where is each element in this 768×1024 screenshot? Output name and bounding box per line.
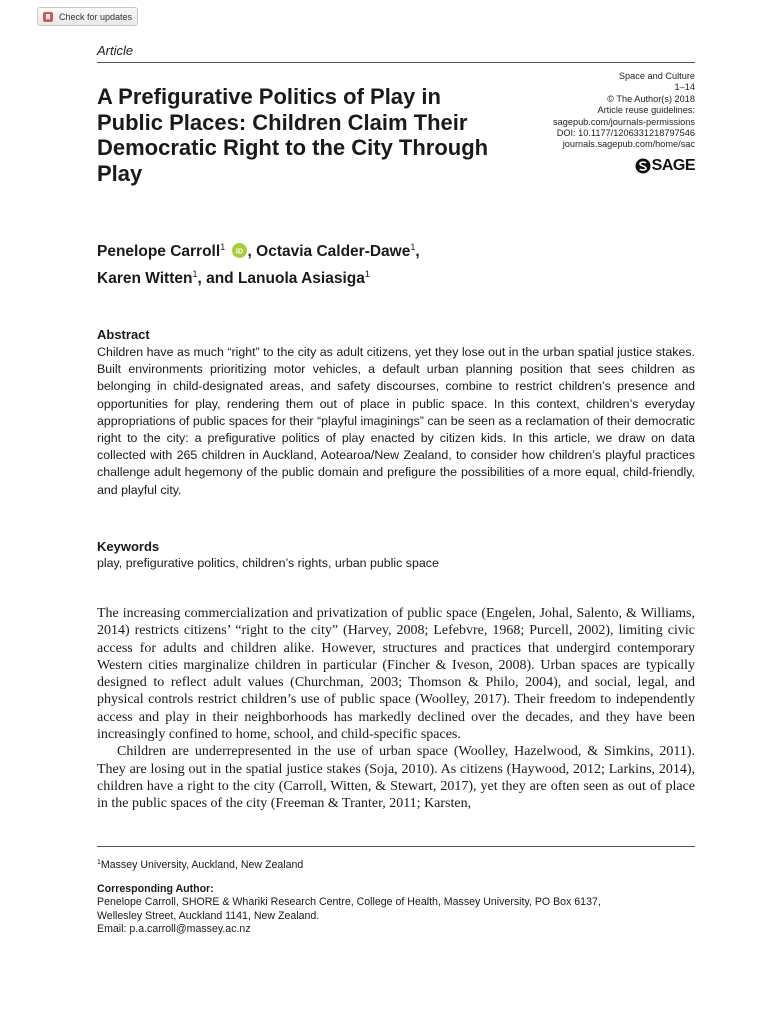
author-affiliation-sup: 1	[410, 242, 416, 252]
abstract-text: Children have as much “right” to the city as adult citizens, yet they lose out in the urban spatial justice stakes. Built environments prioritizing motor vehicles, a default urban planning position that sees children as belonging in child-designated areas, and safety discourses, combine to restrict children’s presence and opportunities for play, rendering them out of place in public space. In this context, children’s everyday appropriations of public spaces for their “playful imaginings” can be seen as a reclamation of their democratic right to the city: a prefigurative politics of play enacted by citizen kids. In this article, we draw on data collected with 265 children in Auckland, Aotearoa/New Zealand, to consider how children’s playful practices challenge adult hegemony of the public domain and prefigure the possibilities of a more equal, child-friendly, and playful city.	[97, 345, 695, 497]
author-name: Lanuola Asiasiga	[237, 270, 365, 287]
corresponding-email[interactable]: Email: p.a.carroll@massey.ac.nz	[97, 923, 251, 936]
corresponding-address-line: Penelope Carroll, SHORE & Whariki Research Centre, College of Health, Massey University, PO Box 6137,	[97, 896, 601, 909]
author-separator: ,	[247, 243, 257, 260]
permissions-link[interactable]: sagepub.com/journals-permissions	[553, 116, 695, 127]
sage-logo	[635, 157, 695, 175]
orcid-icon[interactable]	[232, 243, 247, 258]
article-title: A Prefigurative Politics of Play in Public Places: Children Claim Their Democratic Right to the City Through Play	[97, 84, 489, 186]
author-name: Karen Witten	[97, 270, 193, 287]
check-for-updates-button[interactable]	[37, 7, 138, 26]
doi-link[interactable]: DOI: 10.1177/1206331218797546	[556, 128, 695, 139]
author-affiliation-sup: 1	[220, 242, 226, 252]
author-affiliation-sup: 1	[192, 269, 198, 279]
affiliation-sup: 1	[97, 859, 101, 866]
journal-name: Space and Culture	[618, 71, 695, 81]
keywords-heading: Keywords	[97, 539, 160, 554]
keywords-text: play, prefigurative politics, children’s rights, urban public space	[97, 556, 439, 570]
journal-pages: 1–14	[674, 82, 695, 93]
svg-text:iD: iD	[235, 246, 243, 256]
header-rule	[97, 62, 695, 63]
journal-info	[553, 71, 695, 151]
check-for-updates-icon	[42, 11, 54, 23]
abstract-heading: Abstract	[97, 327, 150, 342]
footnotes	[97, 856, 695, 937]
corresponding-address-line: Wellesley Street, Auckland 1141, New Zealand.	[97, 909, 320, 922]
article-body	[97, 605, 695, 813]
corresponding-author-label: Corresponding Author:	[97, 882, 214, 895]
sage-wordmark: SAGE	[651, 157, 695, 174]
author-name: Penelope Carroll	[97, 243, 221, 260]
affiliation-note	[97, 856, 695, 873]
sage-s-icon	[635, 158, 651, 174]
reuse-label: Article reuse guidelines:	[597, 105, 695, 116]
author-separator: , and	[197, 270, 238, 287]
check-for-updates-label: Check for updates	[59, 11, 133, 22]
author-name: Octavia Calder-Dawe	[256, 243, 411, 260]
affiliation-text: Massey University, Auckland, New Zealand	[100, 859, 304, 871]
copyright: © The Author(s) 2018	[607, 93, 695, 104]
author-affiliation-sup: 1	[364, 269, 370, 279]
author-list	[97, 236, 517, 290]
journal-url-link[interactable]: journals.sagepub.com/home/sac	[562, 139, 695, 150]
author-separator: ,	[415, 243, 420, 260]
body-paragraph: Children are underrepresented in the use of urban space (Woolley, Hazelwood, & Simkins, 2011). They are losing out in the spatial justice stakes (Soja, 2010). As citizens (Haywood, 2012; Larkins, 2014), children have a right to the city (Carroll, Witten, & Stewart, 2017), yet they are often seen as out of place in the public spaces of the city (Freeman & Tranter, 2011; Karsten,	[97, 744, 695, 812]
article-type: Article	[97, 43, 134, 58]
body-paragraph: The increasing commercialization and privatization of public space (Engelen, Johal, Salento, & Williams, 2014) restricts citizens’ “right to the city” (Harvey, 2008; Lefebvre, 1968; Purcell, 2002), limiting civic access for adults and children alike. However, structures and practices that undergird contemporary Western cities marginalize children in particular (Fincher & Iveson, 2008). Urban spaces are typically designed to reflect adult values (Churchman, 2003; Thomson & Philo, 2004), and social, legal, and physical controls restrict children’s use of public space (Woolley, 2017). Their freedom to independently access and play in their neighborhoods has markedly declined over the decades, and they have been increasingly confined to home, school, and child-specific spaces.	[97, 606, 695, 743]
footnote-rule	[97, 846, 695, 847]
